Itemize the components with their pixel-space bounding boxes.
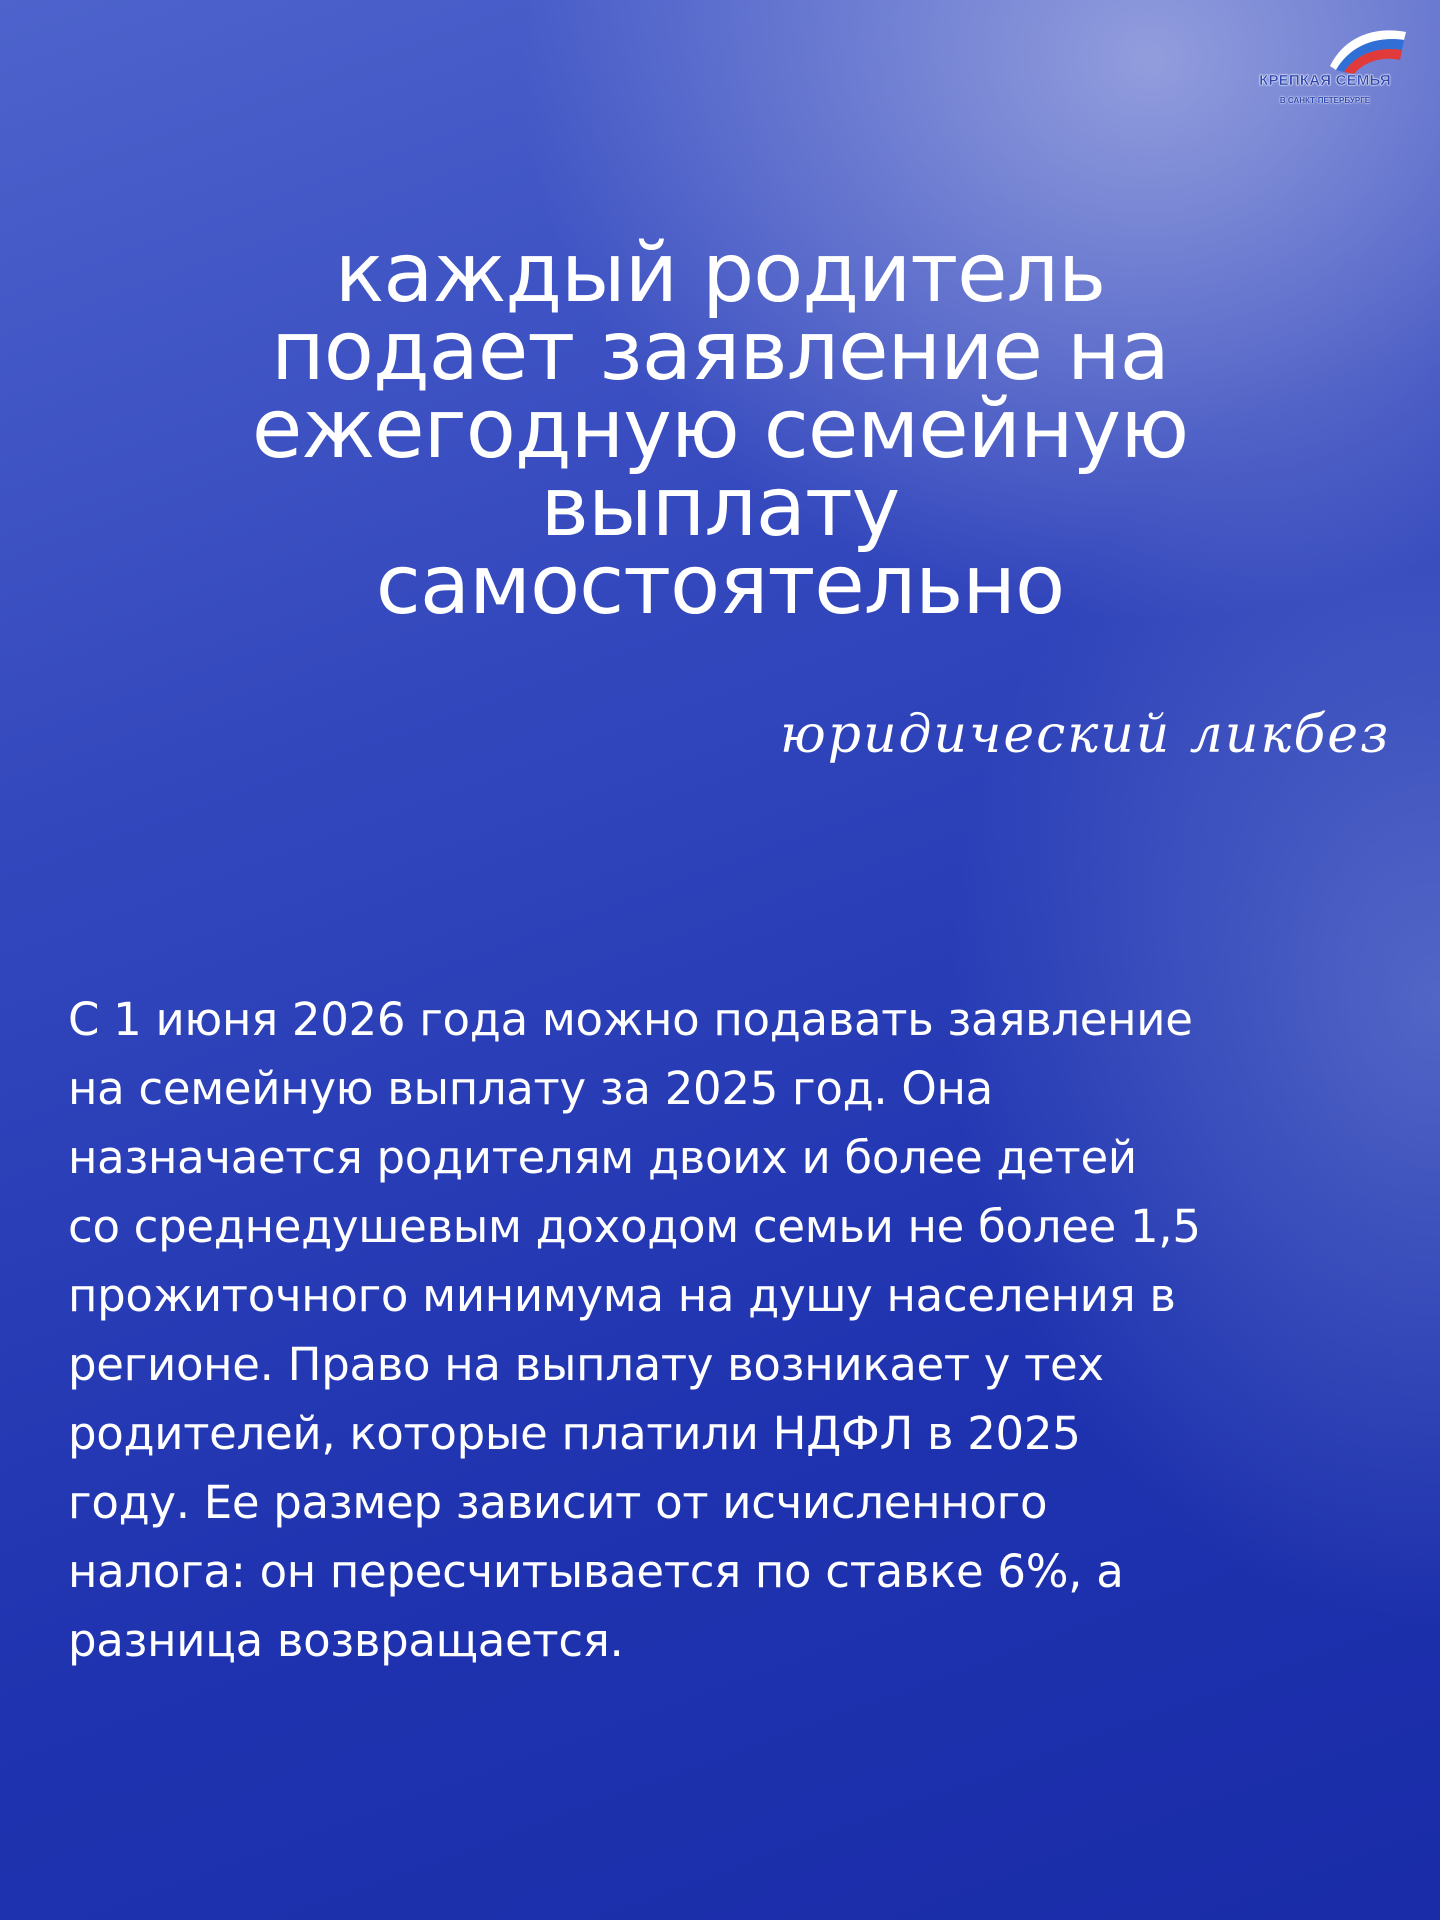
body-line: регионе. Право на выплату возникает у тех: [68, 1338, 1104, 1391]
logo: [1240, 26, 1410, 116]
body-line: со среднедушевым доходом семьи не более 1,5: [68, 1200, 1201, 1253]
body-line: налога: он пересчитывается по ставке 6%, а: [68, 1545, 1124, 1598]
headline-line: ежегодную семейную: [251, 382, 1189, 477]
body-line: С 1 июня 2026 года можно подавать заявление: [68, 993, 1193, 1046]
headline-line: самостоятельно: [375, 538, 1065, 633]
body-line: назначается родителям двоих и более детей: [68, 1131, 1137, 1184]
headline-line: выплату: [540, 460, 900, 555]
body-line: на семейную выплату за 2025 год. Она: [68, 1062, 993, 1115]
body-line: разница возвращается.: [68, 1614, 624, 1667]
logo-title: КРЕПКАЯ СЕМЬЯ: [1259, 72, 1391, 89]
script-label: юридический ликбез: [780, 705, 1391, 765]
body-line: году. Ее размер зависит от исчисленного: [68, 1476, 1048, 1529]
body-line: прожиточного минимума на душу населения в: [68, 1269, 1176, 1322]
headline: [80, 226, 1360, 633]
logo-subtitle: В САНКТ-ПЕТЕРБУРГЕ: [1279, 96, 1371, 105]
headline-line: подает заявление на: [271, 304, 1169, 399]
body-line: родителей, которые платили НДФЛ в 2025: [68, 1407, 1081, 1460]
flag-wave-icon: [1320, 26, 1410, 76]
body-paragraph: [68, 985, 1358, 1675]
headline-line: каждый родитель: [334, 226, 1106, 321]
